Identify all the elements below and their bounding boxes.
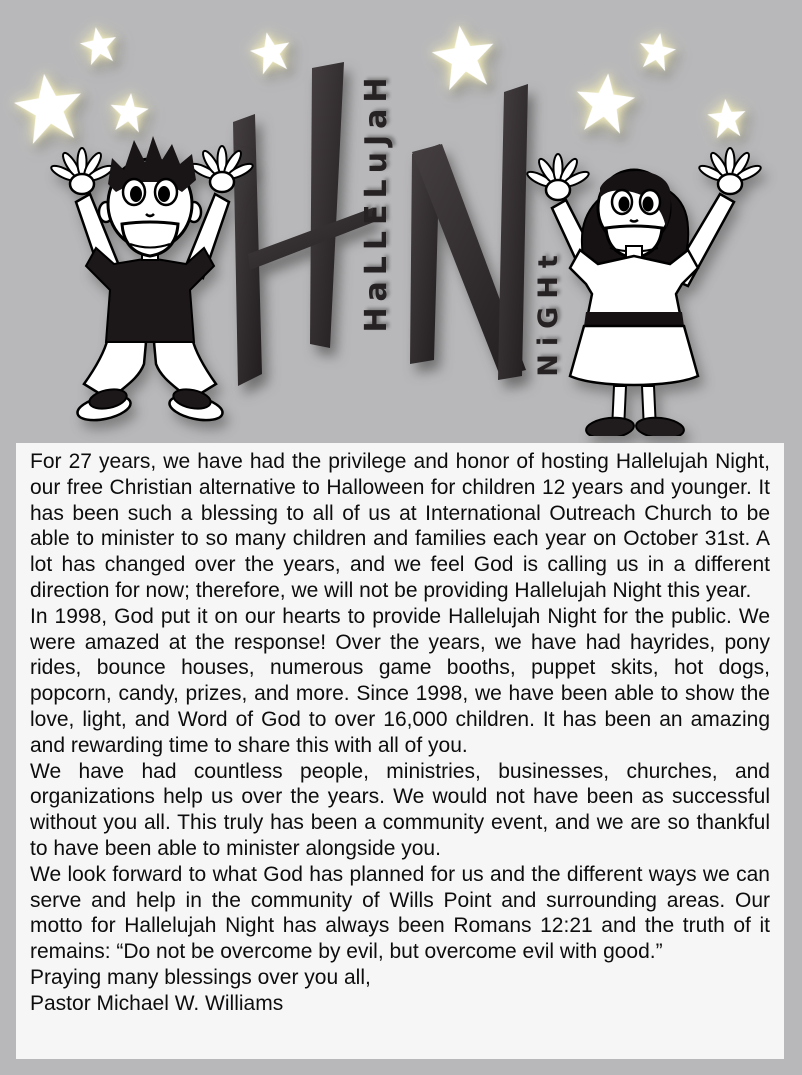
girl-right-hand [697, 148, 762, 194]
logo-banner [0, 0, 802, 443]
star-icon [76, 23, 122, 69]
paragraph-1: For 27 years, we have had the privilege and honor of hosting Hallelujah Night, our free Christian alternative to Halloween for children 12 years and younger. It has been such a blessing to all of us at International Outreach Church to be able to minister to so many children and families each year on October 31st. A lot has changed over the years, and we feel God is calling us in a different direction for now; therefore, we will not be providing Hallelujah Night this year. [30, 450, 770, 602]
closing-block [30, 965, 770, 1017]
night-vertical-text: NiGHt [533, 247, 564, 377]
star-icon [704, 96, 750, 142]
letter-n-graphic [404, 78, 532, 393]
paragraph-3: We have had countless people, ministries, businesses, churches, and organizations help us over the years. We would not have been as successful without you all. This truly has been a community event, and we are so thankful to have been able to minister alongside you. [30, 759, 770, 860]
boy-right-hand [189, 146, 254, 192]
star-icon [570, 69, 640, 139]
letter-body [16, 443, 784, 1017]
paragraph-2: In 1998, God put it on our hearts to provide Hallelujah Night for the public. We were amazed at the response! Over the years, we have had hayrides, pony rides, bounce houses, numerous game booths, puppet skits, hot dogs, popcorn, candy, prizes, and more. Since 1998, we have been able to show the love, light, and Word of God to over 16,000 children. It has been an amazing and rewarding time to share this with all of you. [30, 604, 770, 757]
hallelujah-vertical-text: HaLLELuJaH [359, 71, 394, 333]
star-icon [106, 90, 152, 136]
star-icon [634, 29, 680, 75]
boy-figure [50, 132, 255, 437]
girl-figure [522, 144, 762, 441]
letter-panel [16, 443, 784, 1059]
boy-left-hand [50, 148, 115, 194]
closing-line-1: Praying many blessings over you all, [30, 965, 371, 989]
paragraph-4: We look forward to what God has planned for us and the different ways we can serve and help in the community of Wills Point and surrounding areas. Our motto for Hallelujah Night has always been Romans 12:21 and the truth of it remains: “Do not be overcome by evil, but overcome evil with good.” [30, 862, 770, 964]
girl-left-hand [525, 154, 590, 200]
closing-line-2: Pastor Michael W. Williams [30, 991, 284, 1015]
